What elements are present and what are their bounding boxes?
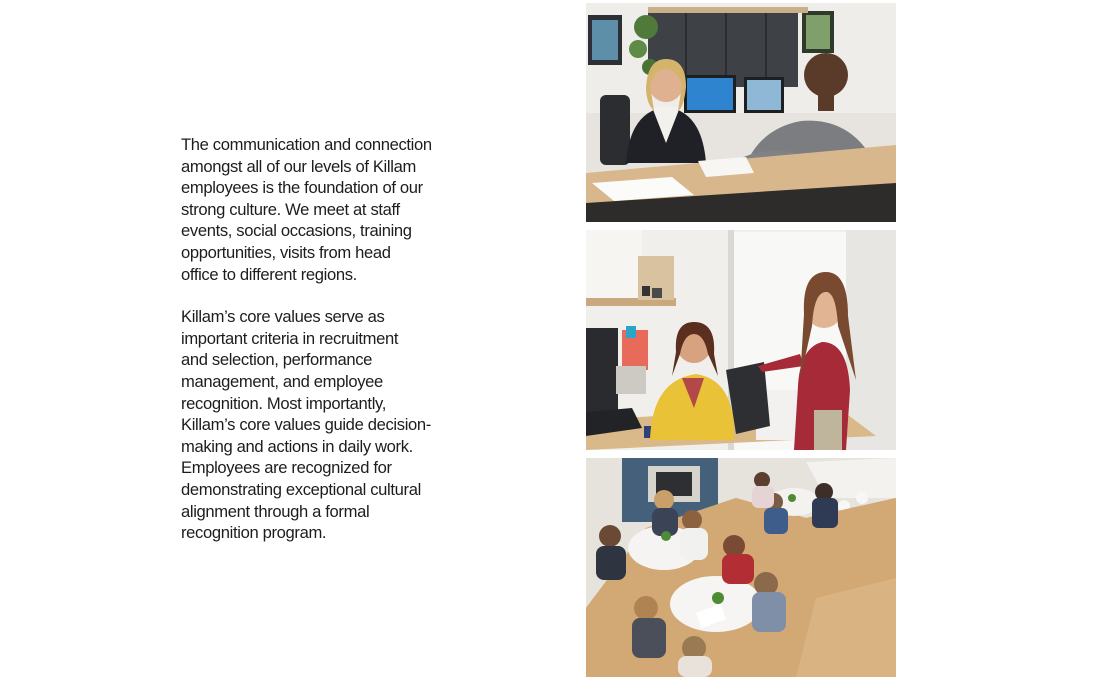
photo-group-meeting-overhead [586,458,896,677]
photo-workstation-collaboration [586,230,896,450]
paragraph-core-values: Killam’s core values serve as important criteria in recruitment and selection, performance management, and employee recognition. Most importantly, Killam’s core values guide decision- making and actions in daily work. Employees are recognized for demonstrating exceptional cultural alignment through a formal recognition program. [181,307,431,543]
paragraph-communication: The communication and connection amongst all of our levels of Killam employees is the foundation of our strong culture. We meet at staff events, social occasions, training opportunities, visits from head office to different regions. [181,135,432,284]
body-text-column [181,134,471,544]
photo-office-desk-meeting [586,3,896,222]
